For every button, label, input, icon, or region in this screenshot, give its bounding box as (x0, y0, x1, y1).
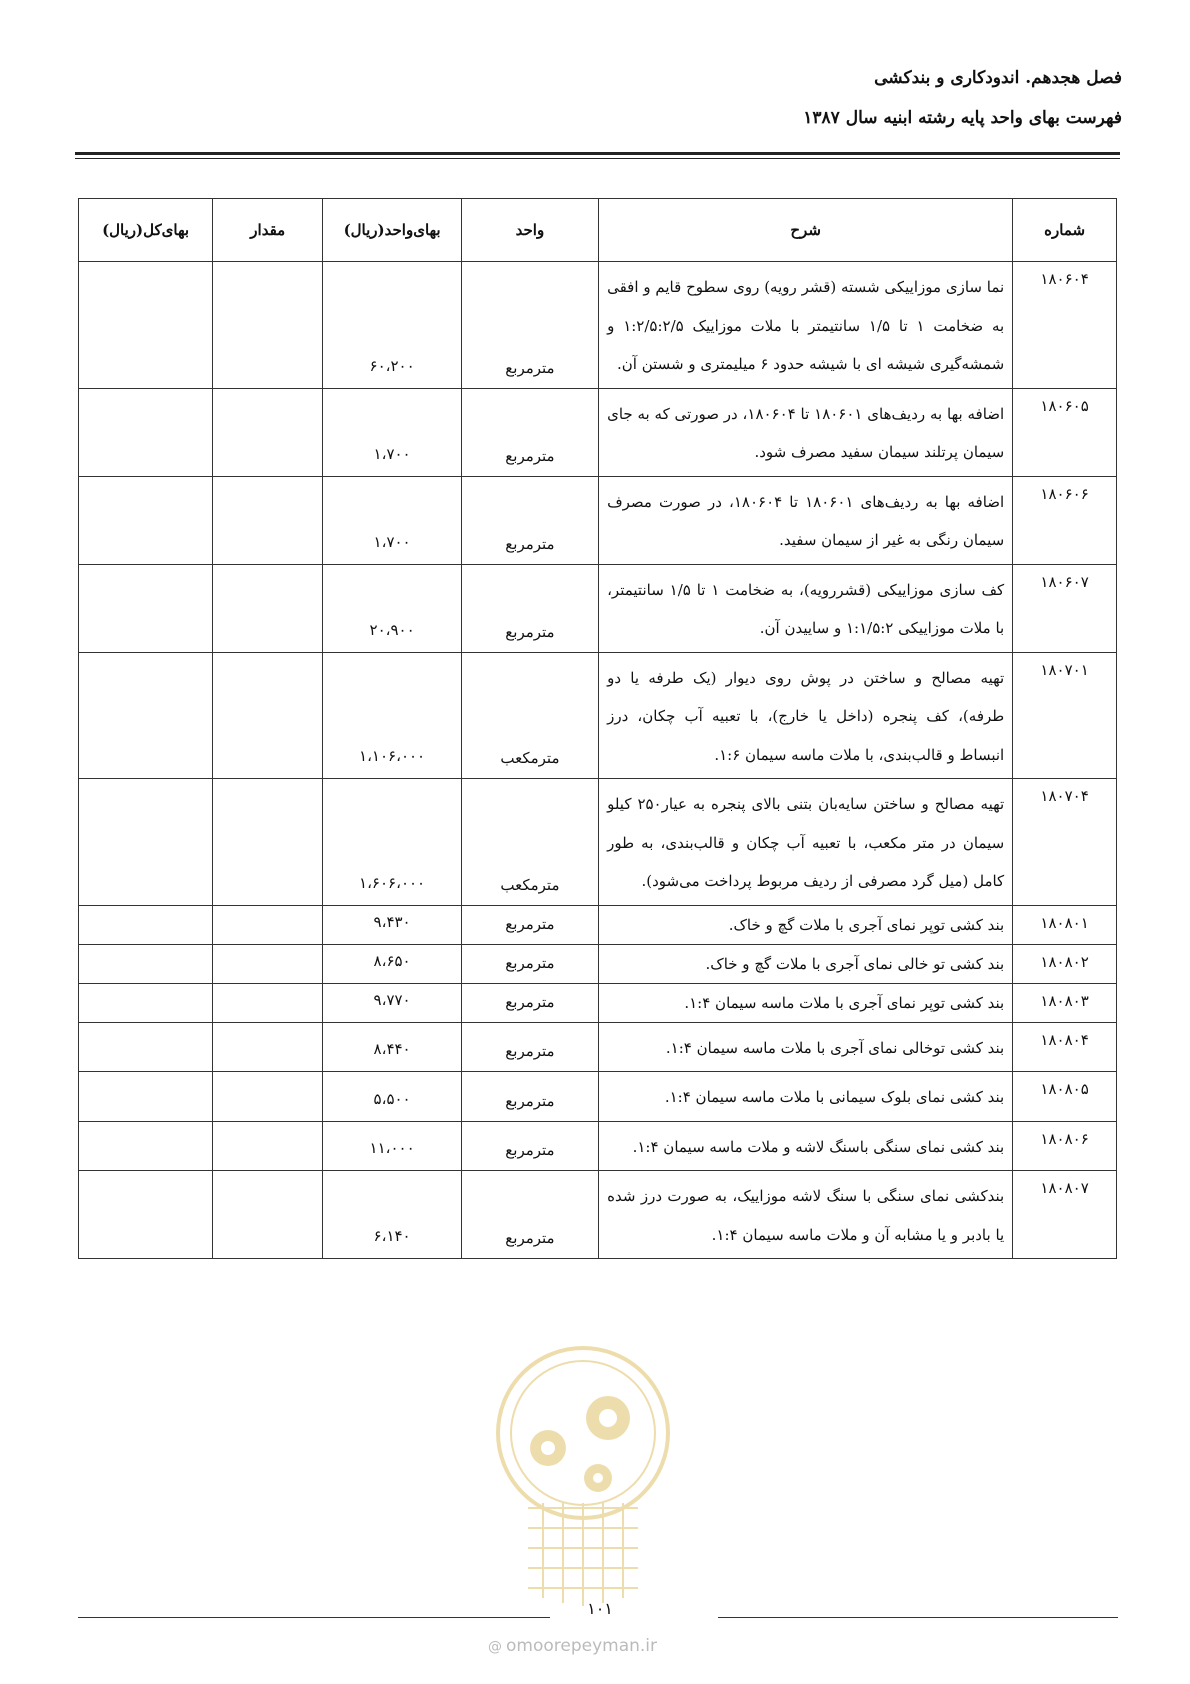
row-quantity (213, 905, 323, 944)
row-unit-price: ۲۰،۹۰۰ (323, 564, 461, 652)
row-unit-price: ۱،۶۰۶،۰۰۰ (323, 779, 461, 906)
row-unit: مترمربع (461, 262, 598, 389)
row-number: ۱۸۰۶۰۷ (1013, 564, 1117, 652)
row-quantity (213, 1072, 323, 1122)
page-header (803, 58, 1122, 138)
row-number: ۱۸۰۶۰۴ (1013, 262, 1117, 389)
row-total-price (79, 388, 213, 476)
row-unit-price: ۹،۷۷۰ (323, 983, 461, 1022)
row-unit: مترمربع (461, 1072, 598, 1122)
row-description: بند کشی توپر نمای آجری با ملات ماسه سیمان ۱:۴. (599, 983, 1013, 1022)
column-header-unit: واحد (461, 199, 598, 262)
row-description: کف سازی موزاییکی (قشررویه)، به ضخامت ۱ تا ۱/۵ سانتیمتر، با ملات موزاییکی ۱:۱/۵:۲ و ساییدن آن. (599, 564, 1013, 652)
row-unit: مترمربع (461, 1022, 598, 1072)
table-row (79, 262, 1117, 389)
row-unit-price: ۹،۴۳۰ (323, 905, 461, 944)
row-number: ۱۸۰۸۰۳ (1013, 983, 1117, 1022)
table-row (79, 1072, 1117, 1122)
table-row (79, 1022, 1117, 1072)
row-unit: مترمربع (461, 905, 598, 944)
row-unit: مترمربع (461, 388, 598, 476)
footer-rule-left (78, 1617, 550, 1618)
table-row (79, 564, 1117, 652)
row-unit: مترمربع (461, 476, 598, 564)
row-total-price (79, 983, 213, 1022)
row-quantity (213, 944, 323, 983)
row-description: اضافه بها به ردیف‌های ۱۸۰۶۰۱ تا ۱۸۰۶۰۴، در صورت مصرف سیمان رنگی به غیر از سیمان سفید. (599, 476, 1013, 564)
row-quantity (213, 779, 323, 906)
row-description: بند کشی تو خالی نمای آجری با ملات گچ و خاک. (599, 944, 1013, 983)
chapter-title: فصل هجدهم. اندودکاری و بندکشی (874, 68, 1122, 88)
row-unit: مترمربع (461, 983, 598, 1022)
column-header-number: شماره (1013, 199, 1117, 262)
price-list-table (78, 198, 1117, 1259)
row-quantity (213, 1121, 323, 1171)
row-description: بند کشی نمای بلوک سیمانی با ملات ماسه سیمان ۱:۴. (599, 1072, 1013, 1122)
row-total-price (79, 779, 213, 906)
row-quantity (213, 983, 323, 1022)
row-quantity (213, 564, 323, 652)
row-number: ۱۸۰۷۰۱ (1013, 652, 1117, 779)
row-unit-price: ۸،۶۵۰ (323, 944, 461, 983)
row-number: ۱۸۰۶۰۵ (1013, 388, 1117, 476)
row-total-price (79, 652, 213, 779)
row-number: ۱۸۰۸۰۴ (1013, 1022, 1117, 1072)
row-number: ۱۸۰۸۰۲ (1013, 944, 1117, 983)
document-subtitle: فهرست بهای واحد پایه رشته ابنیه سال ۱۳۸۷ (803, 108, 1122, 128)
row-number: ۱۸۰۸۰۱ (1013, 905, 1117, 944)
row-number: ۱۸۰۸۰۶ (1013, 1121, 1117, 1171)
page-number: ۱۰۱ (587, 1599, 613, 1618)
footer-rule-right (718, 1617, 1118, 1618)
row-description: بند کشی نمای سنگی باسنگ لاشه و ملات ماسه سیمان ۱:۴. (599, 1121, 1013, 1171)
row-total-price (79, 564, 213, 652)
publisher-stamp-icon (488, 1328, 678, 1618)
row-number: ۱۸۰۸۰۷ (1013, 1171, 1117, 1259)
watermark (488, 1636, 708, 1656)
row-total-price (79, 1072, 213, 1122)
table-row (79, 476, 1117, 564)
row-unit: مترمربع (461, 1171, 598, 1259)
row-quantity (213, 652, 323, 779)
row-unit-price: ۱۱،۰۰۰ (323, 1121, 461, 1171)
column-header-total-price: بهای‌کل(ریال) (79, 199, 213, 262)
row-number: ۱۸۰۶۰۶ (1013, 476, 1117, 564)
row-unit-price: ۸،۴۴۰ (323, 1022, 461, 1072)
table-row (79, 652, 1117, 779)
watermark-text: omoorepeyman.ir (506, 1636, 658, 1656)
column-header-unit-price: بهای‌واحد(ریال) (323, 199, 461, 262)
header-rule-thick (75, 152, 1120, 155)
table-row (79, 388, 1117, 476)
row-unit-price: ۱،۷۰۰ (323, 476, 461, 564)
table-row (79, 779, 1117, 906)
row-number: ۱۸۰۸۰۵ (1013, 1072, 1117, 1122)
row-unit-price: ۶،۱۴۰ (323, 1171, 461, 1259)
row-quantity (213, 262, 323, 389)
row-total-price (79, 1171, 213, 1259)
row-description: تهیه مصالح و ساختن سایه‌بان بتنی بالای پنجره به عیار۲۵۰ کیلو سیمان در متر مکعب، با تعبیه آب چکان و قالب‌بندی، به طور کامل (میل گرد مصرفی از ردیف مربوط پرداخت می‌شود). (599, 779, 1013, 906)
row-unit: مترمکعب (461, 779, 598, 906)
row-description: نما سازی موزاییکی شسته (قشر رویه) روی سطوح قایم و افقی به ضخامت ۱ تا ۱/۵ سانتیمتر با ملات موزاییک ۱:۲/۵:۲/۵ و شمشه‌گیری شیشه ای با شیشه حدود ۶ میلیمتری و شستن آن. (599, 262, 1013, 389)
row-unit-price: ۱،۷۰۰ (323, 388, 461, 476)
table-row (79, 983, 1117, 1022)
table-row (79, 944, 1117, 983)
row-quantity (213, 388, 323, 476)
row-unit: مترمربع (461, 944, 598, 983)
row-description: بندکشی نمای سنگی با سنگ لاشه موزاییک، به صورت درز شده یا بادبر و یا مشابه آن و ملات ماسه سیمان ۱:۴. (599, 1171, 1013, 1259)
row-unit: مترمربع (461, 564, 598, 652)
row-unit: مترمربع (461, 1121, 598, 1171)
row-description: اضافه بها به ردیف‌های ۱۸۰۶۰۱ تا ۱۸۰۶۰۴، در صورتی که به جای سیمان پرتلند سیمان سفید مصرف شود. (599, 388, 1013, 476)
row-total-price (79, 476, 213, 564)
table-header-row (79, 199, 1117, 262)
row-unit: مترمکعب (461, 652, 598, 779)
column-header-quantity: مقدار (213, 199, 323, 262)
row-description: بند کشی توخالی نمای آجری با ملات ماسه سیمان ۱:۴. (599, 1022, 1013, 1072)
table-row (79, 905, 1117, 944)
row-total-price (79, 905, 213, 944)
table-row (79, 1171, 1117, 1259)
row-description: تهیه مصالح و ساختن در پوش روی دیوار (یک طرفه یا دو طرفه)، کف پنجره (داخل یا خارج)، با تعبیه آب چکان، درز انبساط و قالب‌بندی، با ملات ماسه سیمان ۱:۶. (599, 652, 1013, 779)
column-header-description: شرح (599, 199, 1013, 262)
row-unit-price: ۶۰،۲۰۰ (323, 262, 461, 389)
row-total-price (79, 944, 213, 983)
row-quantity (213, 1022, 323, 1072)
at-sign-icon: @ (488, 1639, 502, 1655)
row-total-price (79, 1022, 213, 1072)
row-number: ۱۸۰۷۰۴ (1013, 779, 1117, 906)
row-quantity (213, 476, 323, 564)
row-quantity (213, 1171, 323, 1259)
row-unit-price: ۱،۱۰۶،۰۰۰ (323, 652, 461, 779)
row-total-price (79, 1121, 213, 1171)
row-unit-price: ۵،۵۰۰ (323, 1072, 461, 1122)
row-total-price (79, 262, 213, 389)
table-row (79, 1121, 1117, 1171)
header-rule-thin (75, 158, 1120, 159)
row-description: بند کشی توپر نمای آجری با ملات گچ و خاک. (599, 905, 1013, 944)
